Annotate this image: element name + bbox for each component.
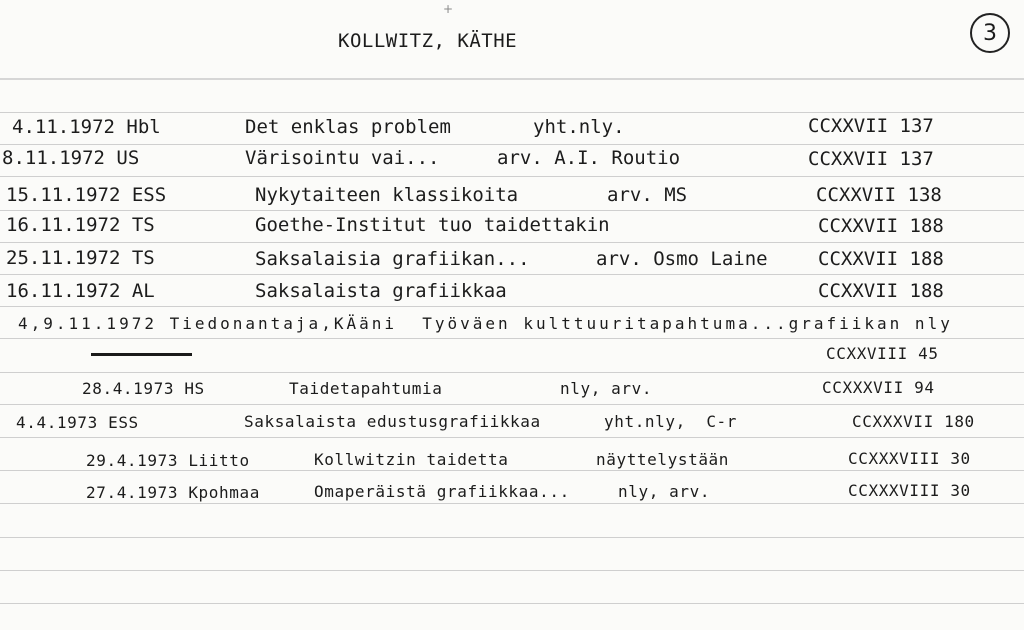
header-rule xyxy=(0,78,1024,80)
entry-title: Nykytaiteen klassikoita xyxy=(255,184,519,206)
entry-ref: CCXXVII 188 xyxy=(818,215,944,237)
entry-ref: CCXXVII 137 xyxy=(808,115,934,137)
entry-ref: CCXXVII 137 xyxy=(808,148,934,170)
entry-note: yht.nly, C-r xyxy=(604,412,738,431)
ditto-dash xyxy=(91,353,192,356)
ruled-line xyxy=(0,603,1024,604)
ruled-line xyxy=(0,274,1024,275)
entry-title: Saksalaisia grafiikan... xyxy=(255,248,530,270)
ruled-line xyxy=(0,437,1024,438)
entry-ref: CCXXVII 188 xyxy=(818,280,944,302)
entry-date: 8.11.1972 US xyxy=(2,147,140,169)
entry-ref: CCXXXVIII 30 xyxy=(848,481,971,500)
ruled-line xyxy=(0,404,1024,405)
entry-note: nly, arv. xyxy=(618,482,711,501)
entry-ref: CCXXVIII 45 xyxy=(826,344,939,363)
entry-title: Värisointu vai... xyxy=(245,147,440,169)
ruled-line xyxy=(0,306,1024,307)
entry-title: Saksalaista edustusgrafiikkaa xyxy=(244,412,541,431)
entry-ref: CCXXXVIII 30 xyxy=(848,449,971,468)
entry-ref: CCXXXVII 94 xyxy=(822,378,935,397)
entry-title: Goethe-Institut tuo taidettakin xyxy=(255,214,610,236)
entry-note: yht.nly. xyxy=(533,116,625,138)
entry-date: 4.11.1972 Hbl xyxy=(12,116,161,138)
entry-date: 16.11.1972 TS xyxy=(6,214,155,236)
center-mark: + xyxy=(443,2,454,16)
entry-title: Det enklas problem xyxy=(245,116,451,138)
entry-note: arv. Osmo Laine xyxy=(596,248,768,270)
ruled-line xyxy=(0,176,1024,177)
entry-date: 15.11.1972 ESS xyxy=(6,184,167,206)
entry-title: Taidetapahtumia xyxy=(289,379,443,398)
ruled-line xyxy=(0,112,1024,113)
card-title: KOLLWITZ, KÄTHE xyxy=(338,30,518,52)
ruled-line xyxy=(0,372,1024,373)
ruled-line xyxy=(0,338,1024,339)
ruled-line xyxy=(0,242,1024,243)
entry-note: nly, arv. xyxy=(560,379,653,398)
ruled-line xyxy=(0,210,1024,211)
ruled-line xyxy=(0,537,1024,538)
entry-note: arv. MS xyxy=(607,184,688,206)
entry-title: Omaperäistä grafiikkaa... xyxy=(314,482,570,501)
entry-note: näyttelystään xyxy=(596,450,730,469)
entry-date: 28.4.1973 HS xyxy=(82,379,205,398)
entry-date: 25.11.1972 TS xyxy=(6,247,155,269)
entry-title: Kollwitzin taidetta xyxy=(314,450,509,469)
ruled-line xyxy=(0,144,1024,145)
entry-date: 4.4.1973 ESS xyxy=(16,413,139,432)
entry-ref: CCXXXVII 180 xyxy=(852,412,975,431)
entry-date: 16.11.1972 AL xyxy=(6,280,155,302)
entry-line: 4,9.11.1972 Tiedonantaja,KÄäni Työväen kulttuuritapahtuma...grafiikan nly xyxy=(18,314,953,333)
entry-ref: CCXXVII 138 xyxy=(816,184,942,206)
ruled-line xyxy=(0,503,1024,504)
entry-date: 27.4.1973 Kpohmaa xyxy=(86,483,260,502)
entry-note: arv. A.I. Routio xyxy=(497,147,681,169)
card-number: 3 xyxy=(970,13,1010,53)
entry-ref: CCXXVII 188 xyxy=(818,248,944,270)
ruled-line xyxy=(0,470,1024,471)
ruled-line xyxy=(0,570,1024,571)
entry-date: 29.4.1973 Liitto xyxy=(86,451,250,470)
entry-title: Saksalaista grafiikkaa xyxy=(255,280,507,302)
